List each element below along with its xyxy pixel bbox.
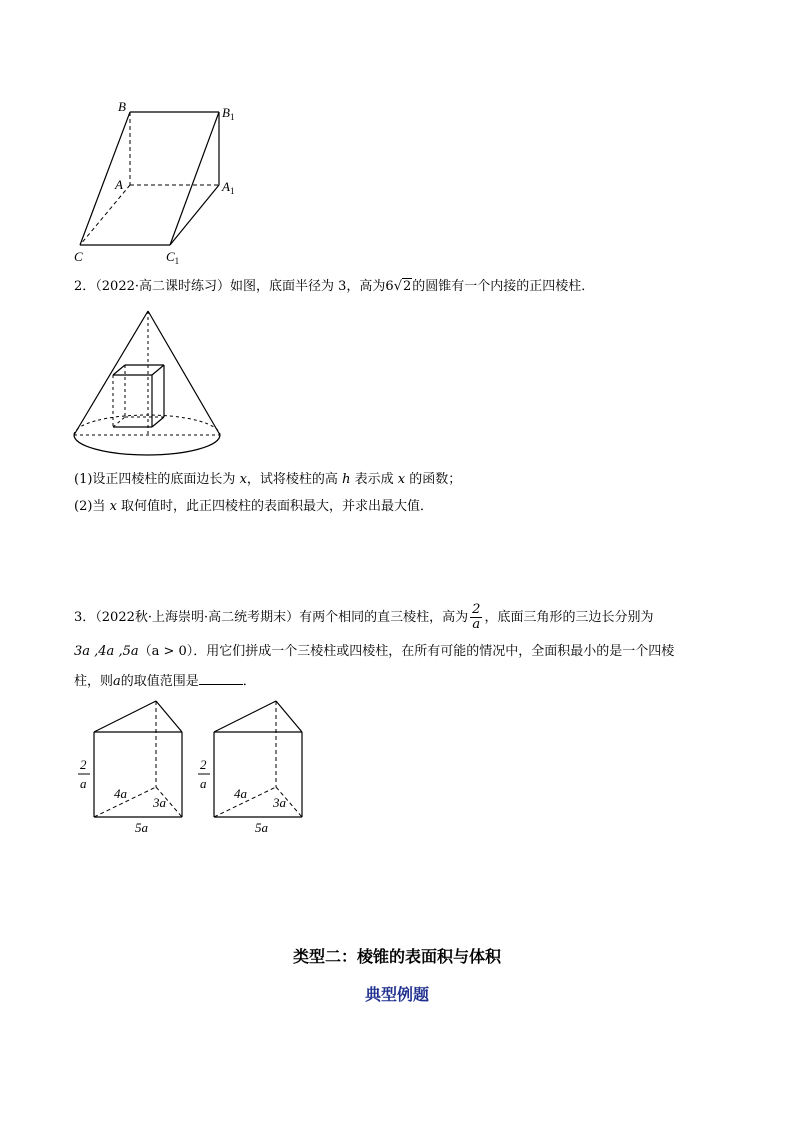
- problem-number: 2．: [74, 279, 96, 294]
- prism-a-side-5a: 5a: [135, 820, 148, 835]
- label-A: A: [115, 177, 123, 192]
- label-C: C: [74, 249, 83, 264]
- problem-3-line-3: 柱，则a的取值范围是 ．: [74, 670, 256, 691]
- cone-figure: [68, 305, 228, 460]
- height-fraction: $\frac{2}{a}$: [472, 602, 481, 632]
- prism-a-side-3a: 3a: [153, 795, 166, 810]
- problem-2-statement: 2．（2022·高二课时练习）如图，底面半径为 3，高为6√2的圆锥有一个内接的正四棱柱．: [74, 279, 595, 294]
- prism-b-side-5a: 5a: [255, 820, 268, 835]
- prism-b-side-3a: 3a: [273, 795, 286, 810]
- problem-2-question-2: (2)当 x 取何值时，此正四棱柱的表面积最大，并求出最大值．: [74, 499, 434, 514]
- prism-b-height-num: 2: [200, 757, 207, 772]
- prism-b-height-den: a: [200, 776, 207, 791]
- section-subtitle: 典型例题: [364, 985, 429, 1004]
- problem-source: （2022秋·上海崇明·高二统考期末）: [95, 610, 300, 625]
- height-value: 6√2: [385, 279, 412, 294]
- problem-3-line-1: 3．（2022秋·上海崇明·高二统考期末）有两个相同的直三棱柱，高为 $\frac{2}{a}$ ，底面三角形的三边长分别为: [74, 602, 654, 632]
- label-B: B: [118, 99, 126, 114]
- prism-a-height-den: a: [80, 776, 87, 791]
- problem-3-line-2: 3a ,4a ,5a（a > 0）．用它们拼成一个三棱柱或四棱柱，在所有可能的情况中，全面积最小的是一个四棱: [74, 644, 675, 659]
- problem-number: 3．: [74, 610, 96, 625]
- label-A1: $A_1$: [222, 179, 235, 196]
- label-C1: $C_1$: [166, 249, 180, 265]
- problem-source: （2022·高二课时练习）: [95, 279, 230, 294]
- two-prisms-figure: [74, 695, 314, 840]
- answer-blank: [199, 670, 243, 685]
- section-title: 类型二：棱锥的表面积与体积: [292, 947, 501, 966]
- label-B1: $B_1$: [222, 105, 235, 122]
- problem-2-question-1: (1)设正四棱柱的底面边长为 x，试将棱柱的高 h 表示成 x 的函数；: [74, 472, 462, 487]
- prism-figure-1: [70, 95, 250, 265]
- prism-a-side-4a: 4a: [114, 786, 127, 801]
- prism-b-side-4a: 4a: [234, 786, 247, 801]
- prism-a-height-num: 2: [80, 757, 87, 772]
